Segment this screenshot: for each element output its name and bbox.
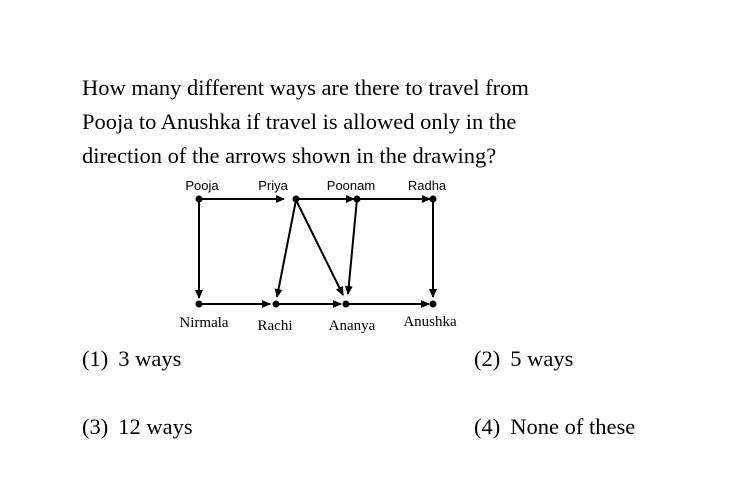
node-label-ananya: Ananya (328, 318, 376, 334)
node-dot-priya (293, 196, 300, 203)
question-line-1: How many different ways are there to travel from (82, 75, 529, 100)
node-dot-radha (430, 196, 437, 203)
option-1-number: (1) (82, 346, 109, 371)
question-line-3: direction of the arrows shown in the drawing? (82, 143, 497, 168)
option-2-number: (2) (474, 346, 501, 371)
option-3[interactable] (82, 413, 193, 441)
question-line-2: Pooja to Anushka if travel is allowed only in the (82, 109, 517, 134)
node-label-anushka: Anushka (403, 314, 457, 330)
node-dot-rachi (273, 301, 280, 308)
node-dot-nirmala (196, 301, 203, 308)
node-label-priya: Priya (258, 178, 288, 193)
option-1-text: 3 ways (118, 346, 182, 371)
node-dot-poonam (354, 196, 361, 203)
option-4-number: (4) (474, 414, 501, 439)
node-dot-anushka (430, 301, 437, 308)
node-dot-pooja (196, 196, 203, 203)
node-dot-ananya (343, 301, 350, 308)
option-3-number: (3) (82, 414, 109, 439)
option-2[interactable] (474, 345, 573, 373)
option-4[interactable] (474, 413, 635, 441)
node-label-poonam: Poonam (326, 178, 376, 193)
option-1[interactable] (82, 345, 181, 373)
edge-priya-rachi (277, 200, 296, 297)
option-2-text: 5 ways (510, 346, 574, 371)
edge-priya-ananya (296, 200, 343, 295)
node-label-rachi: Rachi (257, 318, 293, 334)
node-label-pooja: Pooja (185, 178, 219, 193)
node-label-radha: Radha (407, 178, 447, 193)
option-4-text: None of these (510, 414, 636, 439)
option-3-text: 12 ways (118, 414, 193, 439)
node-label-nirmala: Nirmala (179, 315, 229, 331)
edge-poonam-ananya (348, 199, 357, 294)
